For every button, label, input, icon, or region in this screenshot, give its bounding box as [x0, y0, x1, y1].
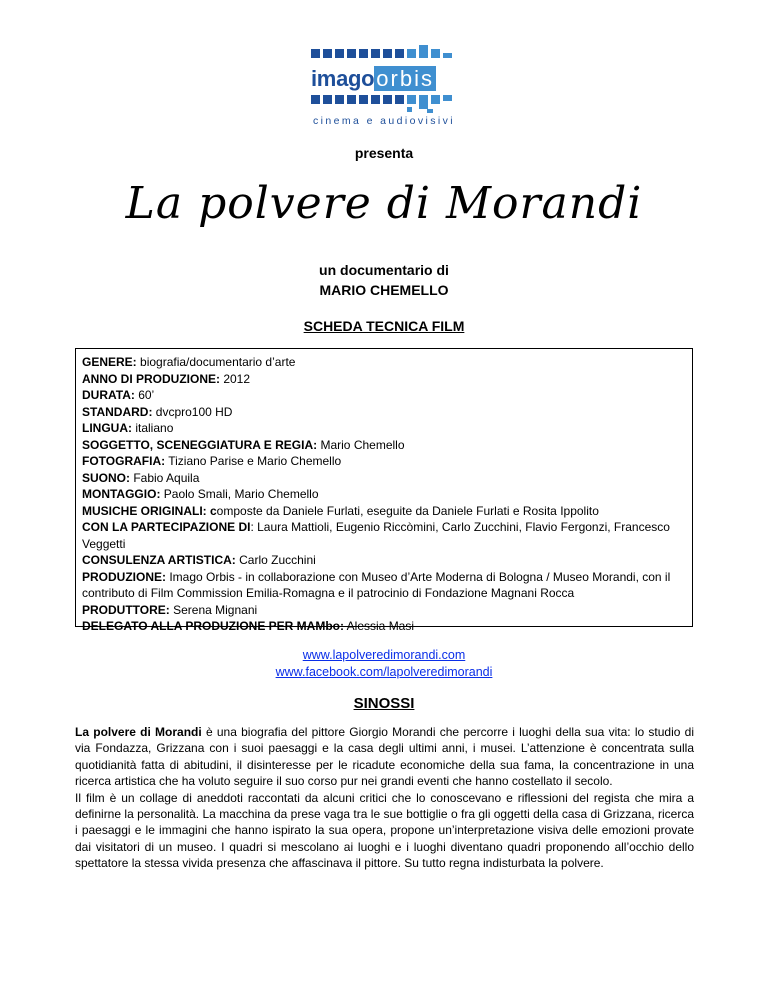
scheda-label: CON LA PARTECIPAZIONE DI	[82, 520, 251, 534]
scheda-row	[82, 618, 686, 635]
scheda-value: biografia/documentario d’arte	[136, 355, 296, 369]
scheda-value: Serena Mignani	[169, 602, 258, 617]
scheda-value: Paolo Smali, Mario Chemello	[160, 487, 319, 501]
scheda-value: italiano	[132, 421, 174, 435]
logo-wordmark-imago: imago	[311, 66, 375, 91]
scheda-value: Mario Chemello	[317, 437, 405, 452]
director-name: MARIO CHEMELLO	[319, 282, 449, 298]
web-links	[0, 647, 768, 680]
scheda-label: FOTOGRAFIA:	[82, 454, 166, 468]
scheda-row	[82, 602, 686, 619]
scheda-row	[82, 437, 686, 454]
scheda-row	[82, 470, 686, 487]
subtitle-line-1: un documentario di	[319, 262, 449, 278]
scheda-label: STANDARD:	[82, 404, 153, 419]
scheda-value: dvcpro100 HD	[152, 404, 233, 419]
film-subtitle	[0, 260, 768, 300]
scheda-value: Tiziano Parise e Mario Chemello	[165, 454, 342, 468]
logo-tagline: cinema e audiovisivi	[313, 115, 455, 127]
scheda-row	[82, 503, 686, 520]
scheda-tecnica-title: SCHEDA TECNICA FILM	[303, 318, 465, 334]
facebook-link[interactable]: www.facebook.com/lapolveredimorandi	[275, 664, 493, 679]
scheda-label: PRODUZIONE:	[82, 569, 166, 584]
scheda-label: SUONO:	[82, 470, 130, 485]
scheda-value: Imago Orbis - in collaborazione con Museo d’Arte Moderna di Bologna / Museo Morandi, con il contributo di Film Commission Emilia-Romagna e il patrocinio di Fondazione Magnani Rocca	[82, 569, 671, 600]
sinossi-title: SINOSSI	[353, 695, 415, 712]
scheda-label: PRODUTTORE:	[82, 602, 170, 617]
scheda-row	[82, 453, 686, 470]
sinossi-p1-text: è una biografia del pittore Giorgio Morandi che percorre i luoghi della sua vita: lo studio di via Fondazza, Grizzana con i suoi paesaggi e la casa degli ultimi anni, i musei. L’attenzione è concentrata sulla quotidianità fatta di abitudini, il disinteresse per le ricadute economiche della sua fama, la concentrazione in una ricerca artistica che ha voluto seguire il suo corso pur nei grandi eventi che hanno costellato il secolo.	[75, 725, 694, 789]
scheda-label: SOGGETTO, SCENEGGIATURA E REGIA:	[82, 437, 318, 452]
scheda-label: GENERE:	[82, 355, 137, 369]
scheda-label: MUSICHE ORIGINALI: c	[82, 503, 217, 518]
sinossi-paragraph-1	[75, 724, 694, 790]
website-link[interactable]: www.lapolveredimorandi.com	[302, 648, 466, 662]
scheda-value: Fabio Aquila	[130, 470, 200, 485]
scheda-value: 2012	[220, 371, 251, 386]
scheda-value: : Laura Mattioli, Eugenio Riccòmini, Carlo Zucchini, Flavio Fergonzi, Francesco Veggetti	[82, 520, 670, 551]
film-title: La polvere di Morandi	[125, 178, 643, 229]
scheda-label: ANNO DI PRODUZIONE:	[82, 371, 220, 386]
scheda-row	[82, 387, 686, 404]
scheda-value: Alessia Masi	[344, 619, 415, 633]
scheda-label: CONSULENZA ARTISTICA:	[82, 553, 236, 567]
sinossi-body	[75, 724, 694, 872]
logo-wordmark-orbis: orbis	[376, 66, 434, 91]
scheda-value: Carlo Zucchini	[235, 553, 316, 567]
scheda-label: DELEGATO ALLA PRODUZIONE PER MAMbo:	[82, 619, 344, 633]
scheda-row	[82, 420, 686, 437]
logo-wordmark	[311, 67, 436, 91]
scheda-row	[82, 404, 686, 421]
scheda-row	[82, 519, 686, 552]
scheda-row	[82, 552, 686, 569]
scheda-row	[82, 569, 686, 602]
sinossi-film-name: La polvere di Morandi	[75, 725, 202, 739]
scheda-row	[82, 354, 686, 371]
scheda-label: DURATA:	[82, 388, 135, 402]
scheda-label: LINGUA:	[82, 421, 132, 435]
scheda-value: 60’	[134, 388, 155, 402]
sinossi-paragraph-2: Il film è un collage di aneddoti raccontati da alcuni critici che lo conoscevano e riflessioni del regista che mira a definirne la personalità. La macchina da prese vaga tra le sue bottiglie o fra gli oggetti della casa di Grizzana, ricerca i paesaggi e le immagini che hanno ispirato la sua opera, propone un’interpretazione visiva delle emozioni provate dai visitatori di un museo. I quadri si mescolano ai luoghi e i luoghi diventano quadri proponendo all’occhio dello spettatore la stessa vivida presenza che affascinava il pittore. Su tutto regna indisturbata la polvere.	[75, 790, 694, 871]
scheda-value: omposte da Daniele Furlati, eseguite da Daniele Furlati e Rosita Ippolito	[216, 503, 599, 518]
presenta-label: presenta	[354, 145, 414, 161]
imago-orbis-logo	[305, 45, 465, 135]
scheda-row	[82, 486, 686, 503]
scheda-row	[82, 371, 686, 388]
scheda-tecnica-box	[75, 348, 693, 633]
scheda-label: MONTAGGIO:	[82, 487, 161, 501]
